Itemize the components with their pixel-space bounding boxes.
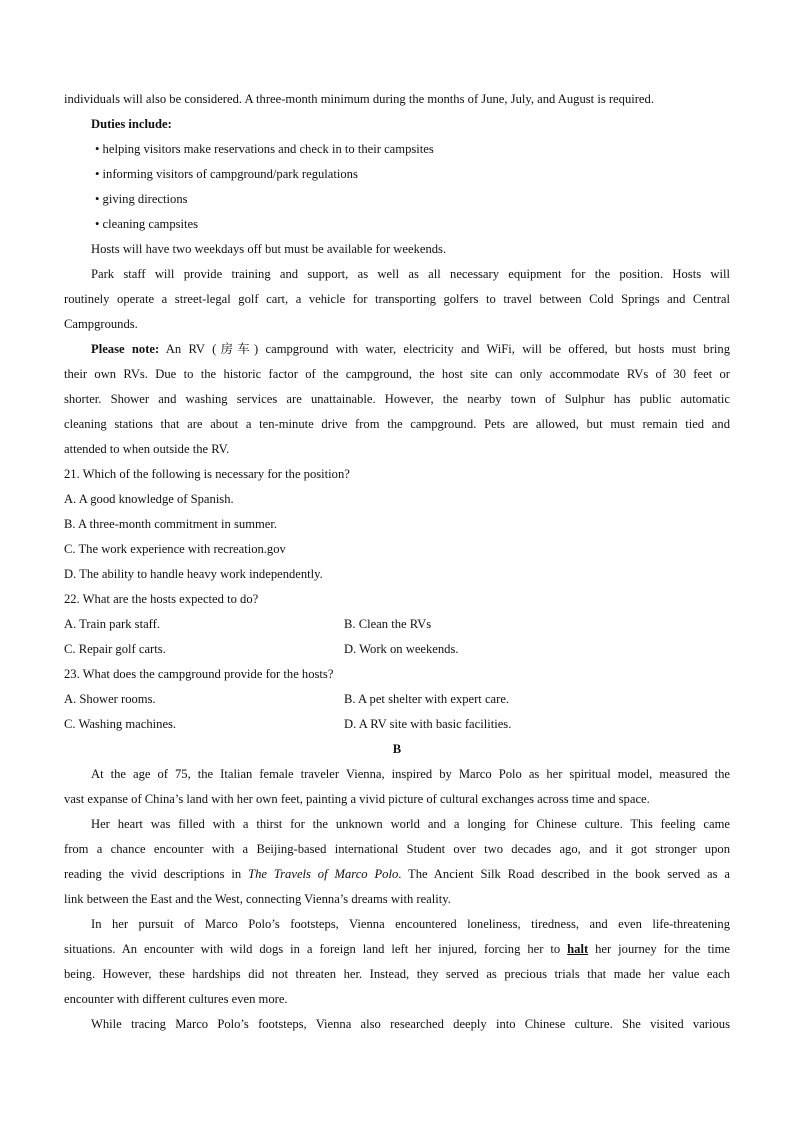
section-heading: B [392,742,402,756]
training-line: routinely operate a street-legal golf cart, a vehicle for transporting golfers to travel between Cold Springs and Central [64,292,730,306]
underlined-word: halt [567,942,589,956]
question-23-row [64,687,730,712]
question-23-option-b: B. A pet shelter with expert care. [344,692,510,706]
weekdays-line: Hosts will have two weekdays off but must be available for weekends. [91,242,447,256]
paragraph-line: Her heart was filled with a thirst for the unknown world and a longing for Chinese culture. This feeling came [91,817,730,831]
paragraph-line: encounter with different cultures even more. [64,992,288,1006]
paragraph-line [64,937,730,962]
question-21-option-c: C. The work experience with recreation.gov [64,542,286,556]
text-run: situations. An encounter with wild dogs in a foreign land left her injured, forcing her to [64,942,568,956]
question-23-option-d: D. A RV site with basic facilities. [344,717,512,731]
paragraph-line [64,862,730,887]
question-21-option-d: D. The ability to handle heavy work independently. [64,567,323,581]
duty-item: • giving directions [95,192,188,206]
training-line: Park staff will provide training and support, as well as all necessary equipment for the position. Hosts will [91,267,730,281]
duty-item: • helping visitors make reservations and check in to their campsites [95,142,434,156]
note-label: Please note: [91,342,160,356]
question-21-option-b: B. A three-month commitment in summer. [64,517,278,531]
paragraph-line: While tracing Marco Polo’s footsteps, Vienna also researched deeply into Chinese culture. She visited various [91,1017,730,1031]
note-text: An RV (房车) campground with water, electricity and WiFi, will be offered, but hosts must bring [159,342,730,356]
duties-heading: Duties include: [91,117,172,131]
duty-item: • cleaning campsites [95,217,199,231]
question-23-option-a: A. Shower rooms. [64,692,156,706]
note-line [64,337,730,362]
question-22-option-a: A. Train park staff. [64,617,160,631]
question-23-stem: 23. What does the campground provide for the hosts? [64,667,334,681]
training-line: Campgrounds. [64,317,138,331]
intro-line: individuals will also be considered. A three-month minimum during the months of June, July, and August is required. [64,92,654,106]
question-22-option-d: D. Work on weekends. [344,642,459,656]
question-22-option-b: B. Clean the RVs [344,617,432,631]
question-22-option-c: C. Repair golf carts. [64,642,166,656]
question-23-option-c: C. Washing machines. [64,717,177,731]
text-run: . The Ancient Silk Road described in the book served as a [398,867,730,881]
question-22-row [64,637,730,662]
text-run: her journey for the time [588,942,730,956]
paragraph-line: being. However, these hardships did not threaten her. Instead, they served as precious trials that made her value each [64,967,730,981]
text-run: reading the vivid descriptions in [64,867,249,881]
document-page [64,87,730,1037]
question-22-row [64,612,730,637]
note-line: their own RVs. Due to the historic factor of the campground, the host site can only accommodate RVs of 30 feet or [64,367,730,381]
paragraph-line: link between the East and the West, connecting Vienna’s dreams with reality. [64,892,451,906]
note-line: cleaning stations that are about a ten-minute drive from the campground. Pets are allowed, but must remain tied and [64,417,730,431]
question-21-stem: 21. Which of the following is necessary for the position? [64,467,350,481]
paragraph-line: vast expanse of China’s land with her own feet, painting a vivid picture of cultural exchanges across time and space. [64,792,650,806]
paragraph-line: from a chance encounter with a Beijing-based international Student over two decades ago, and it got stronger upon [64,842,730,856]
paragraph-line: At the age of 75, the Italian female traveler Vienna, inspired by Marco Polo as her spiritual model, measured the [91,767,730,781]
paragraph-line: In her pursuit of Marco Polo’s footsteps, Vienna encountered loneliness, tiredness, and even life-threatening [91,917,730,931]
duty-item: • informing visitors of campground/park regulations [95,167,358,181]
book-title: The Travels of Marco Polo [248,867,399,881]
note-line: shorter. Shower and washing services are unattainable. However, the nearby town of Sulphur has public automatic [64,392,730,406]
note-line: attended to when outside the RV. [64,442,230,456]
question-23-row [64,712,730,737]
question-21-option-a: A. A good knowledge of Spanish. [64,492,234,506]
question-22-stem: 22. What are the hosts expected to do? [64,592,259,606]
